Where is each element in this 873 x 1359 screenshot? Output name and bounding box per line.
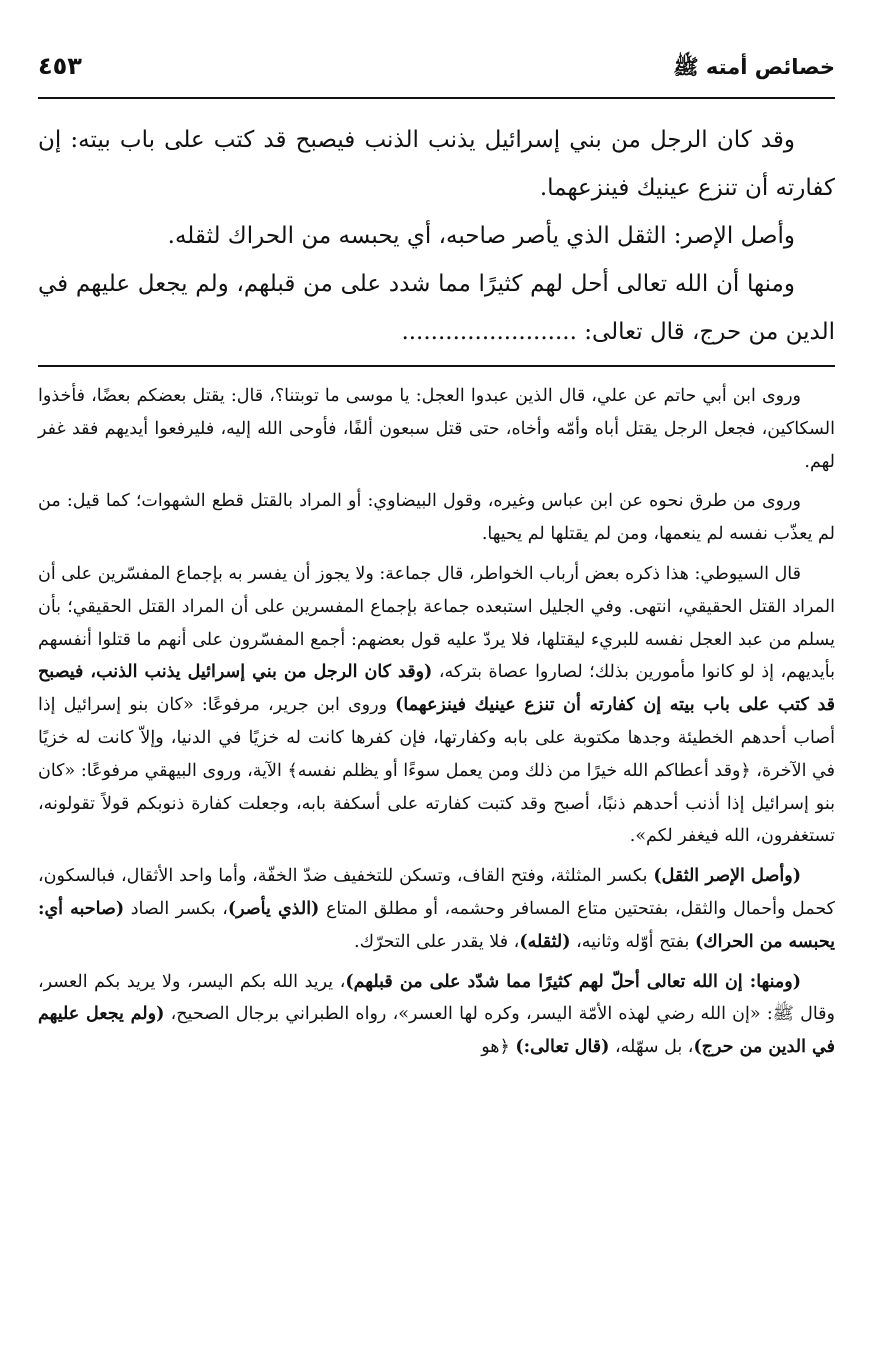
commentary-text-run: وروى ابن جرير، مرفوعًا: «كان بنو إسرائيل إذا أصاب أحدهم الخطيئة وجدها مكتوبة على بابه وكفارتها، فإن كفرها كانت له خزيًا في الدنيا، وإلاّ كانت له خزيًا في الآخرة، ﴿وقد أعطاكم الله خيرًا من ذلك ومن يعمل سوءًا أو يظلم نفسه﴾ الآية، وروى البيهقي مرفوعًا: «كان بنو إسرائيل إذا أذنب أحدهم ذنبًا، أصبح وقد كتبت كفارته على أسكفة بابه، وجعلت كفارة ذنوبكم قولاً تقولونه، تستغفرون، الله فيغفر لكم». (38, 695, 835, 847)
main-text (38, 116, 835, 356)
commentary-text-run: ﴿هو (481, 1037, 516, 1058)
commentary-text-run: قال السيوطي: هذا ذكره بعض أرباب الخواطر، قال جماعة: ولا يجوز أن يفسر به بإجماع المفسّرين على أن المراد القتل الحقيقي، انتهى. وفي الجليل استبعده جماعة بإجماع المفسرين على أن المراد القتل الحقيقي؛ بأن يسلم من عبد العجل نفسه للبريء ليقتلها، فلا يردّ عليه قول بعضهم: أجمع المفسّرون على أنهم ما قتلوا أنفسهم بأيديهم، إذ لو كانوا مأمورين بذلك؛ لصاروا عصاة بتركه، (38, 563, 836, 683)
quoted-main-text: (صاحبه أي: يحبسه من الحراك) (38, 898, 835, 952)
page-number: ٤٥٣ (38, 52, 82, 80)
commentary-text-run: ، فلا يقدر على التحرّك. (354, 931, 520, 952)
commentary-paragraph-1: وروى ابن أبي حاتم عن علي، قال الذين عبدوا العجل: يا موسى ما توبتنا؟، قال: يقتل بعضكم بعضًا، فأخذوا السكاكين، فجعل الرجل يقتل أباه وأمّه وأخاه، حتى قتل سبعون ألفًا، فأوحى الله إليه، فليرفعوا أيديهم فقد غفر لهم. (38, 386, 835, 472)
commentary-text-run: بكسر المثلثة، وفتح القاف، وتسكن للتخفيف ضدّ الخفّة، وأما واحد الأثقال، فبالسكون، كحمل وأحمال والثقل، بفتحتين متاع المسافر وحشمه، أو مطلق المتاع (38, 866, 835, 919)
footnote-separator (38, 365, 835, 367)
commentary-paragraph-5 (38, 966, 835, 1064)
quoted-main-text: (الذي يأصر) (227, 898, 320, 919)
header-rule (38, 97, 835, 99)
quoted-main-text: (وأصل الإصر الثقل) (653, 866, 802, 887)
quoted-main-text: (قال تعالى:) (515, 1037, 610, 1058)
page-header (38, 52, 835, 92)
commentary-text-run: ، بكسر الصاد (124, 898, 228, 919)
commentary-paragraph-4 (38, 860, 835, 958)
quoted-main-text: (ولم يجعل عليهم في الدين من حرج) (38, 1004, 835, 1058)
running-title: خصائص أمته ﷺ (673, 55, 835, 79)
quoted-main-text: (ومنها: إن الله تعالى أحلّ لهم كثيرًا مما شدّد على من قبلهم) (345, 971, 801, 992)
quoted-main-text: (لثقله) (519, 931, 571, 952)
commentary-text-run: ، بل سهّله، (609, 1037, 694, 1058)
main-paragraph-2: وأصل الإصر: الثقل الذي يأصر صاحبه، أي يحبسه من الحراك لثقله. (167, 223, 795, 249)
commentary-text (38, 380, 835, 1071)
main-paragraph-1: وقد كان الرجل من بني إسرائيل يذنب الذنب فيصبح قد كتب على باب بيته: إن كفارته أن تنزع عينيك فينزعهما. (38, 127, 835, 201)
quoted-main-text: (وقد كان الرجل من بني إسرائيل يذنب الذنب، فيصبح قد كتب على باب بيته إن كفارته أن تنزع عينيك فينزعهما) (38, 662, 835, 716)
main-paragraph-3: ومنها أن الله تعالى أحل لهم كثيرًا مما شدد على من قبلهم، ولم يجعل عليهم في الدين من حرج، قال تعالى: ........................ (38, 271, 835, 345)
commentary-paragraph-2: وروى من طرق نحوه عن ابن عباس وغيره، وقول البيضاوي: أو المراد بالقتل قطع الشهوات؛ كما قيل: من لم يعذّب نفسه لم ينعمها، ومن لم يقتلها لم يحيها. (38, 491, 835, 545)
commentary-text-run: بفتح أوّله وثانيه، (570, 931, 695, 952)
commentary-paragraph-3 (38, 558, 835, 853)
commentary-text-run: ، يريد الله بكم اليسر، ولا يريد بكم العسر، وقال ﷺ: «إن الله رضي لهذه الأمّة اليسر، وكره لها العسر»، رواه الطبراني برجال الصحيح، (38, 971, 835, 1025)
